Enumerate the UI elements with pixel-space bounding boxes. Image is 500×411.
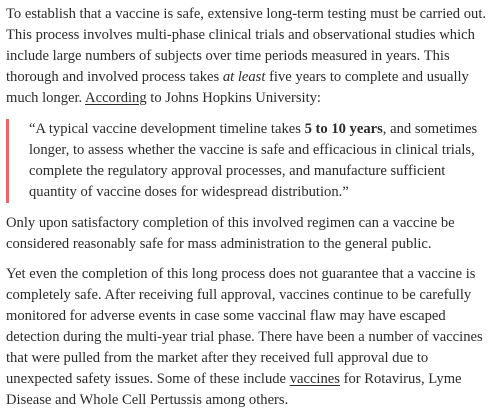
- paragraph-regimen: Only upon satisfactory completion of this involved regimen can a vaccine be considered reasonably safe for mass administration to the general public.: [6, 215, 455, 252]
- according-link[interactable]: According: [85, 90, 147, 106]
- paragraph-monitoring-text-2: for Rotavirus, Lyme Disease and Whole Cell Pertussis among others.: [6, 371, 462, 408]
- emphasis-at-least: at least: [222, 69, 266, 85]
- quote-text-2: , and sometimes longer, to assess whether the vaccine is safe and efficacious in clinical trials, complete the regulatory approval processes, and manufacture sufficient quantity of vaccine doses for widespread distribution.”: [29, 121, 478, 200]
- quote-bold-timeline: 5 to 10 years: [304, 121, 383, 137]
- paragraph-monitoring-text-1: Yet even the completion of this long process does not guarantee that a vaccine is completely safe. After receiving full approval, vaccines continue to be carefully monitored for adverse events in case some vaccinal flaw may have escaped detection during the multi-year trial phase. There have been a number of vaccines that were pulled from the market after they received full approval due to unexpected safety issues. Some of these include: [6, 266, 483, 387]
- paragraph-intro-text-1: To establish that a vaccine is safe, extensive long-term testing must be carried out. This process involves multi-phase clinical trials and observational studies which include large numbers of subjects over time periods measured in years. This thorough and involved process takes: [6, 6, 487, 85]
- vaccines-link[interactable]: vaccines: [289, 371, 340, 387]
- johns-hopkins-quote: [6, 119, 492, 203]
- paragraph-intro-text-2: five years to complete and usually much longer.: [6, 69, 469, 106]
- paragraph-intro: [6, 4, 492, 109]
- paragraph-intro-text-3: to Johns Hopkins University:: [146, 90, 321, 106]
- paragraph-monitoring: [6, 264, 492, 411]
- quote-text-1: “A typical vaccine development timeline takes: [29, 121, 305, 137]
